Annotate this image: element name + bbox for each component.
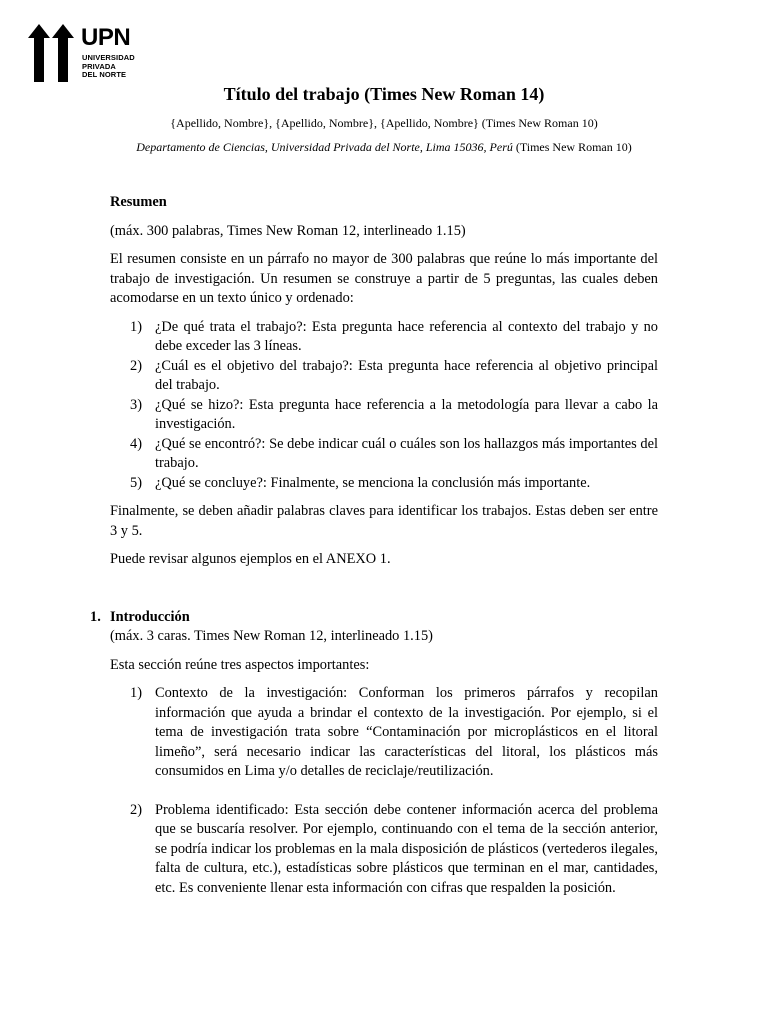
list-item bbox=[110, 396, 658, 435]
list-item bbox=[110, 474, 658, 494]
list-number: 4) bbox=[130, 435, 142, 452]
list-item bbox=[110, 801, 658, 899]
resumen-question-list bbox=[110, 318, 658, 494]
paper-title: Título del trabajo (Times New Roman 14) bbox=[223, 84, 545, 104]
logo-line-1: UNIVERSIDAD bbox=[82, 53, 135, 62]
list-item bbox=[110, 435, 658, 474]
resumen-spec: (máx. 300 palabras, Times New Roman 12, interlineado 1.15) bbox=[110, 222, 466, 239]
list-text: Contexto de la investigación: Conforman los primeros párrafos y recopilan información que ayuda a brindar el contexto de la investigación. Por ejemplo, si el tema de investigación trata sobre “Contaminación por microplásticos en el litoral limeño”, será necesario indicar las características del litoral, los plásticos más consumidos en Lima y/o detalles de reciclaje/reutilización. bbox=[155, 685, 658, 779]
list-number: 2) bbox=[130, 801, 142, 818]
resumen-heading: Resumen bbox=[110, 194, 167, 210]
logo-line-2: PRIVADA bbox=[82, 61, 116, 71]
list-number: 3) bbox=[130, 396, 142, 413]
resumen-annex-note: Puede revisar algunos ejemplos en el ANEXO 1. bbox=[110, 551, 391, 567]
intro-lead: Esta sección reúne tres aspectos importantes: bbox=[110, 656, 370, 673]
list-text: Problema identificado: Esta sección debe contener información acerca del problema que se buscaría resolver. Por ejemplo, continuando con el tema de la sección anterior, se podría indicar los problemas en la mala disposición de plásticos (vertederos ilegales, falta de cultura, etc.), estadísticas sobre plásticos que terminan en el mar, cantidades, etc. Es conveniente llenar esta información con cifras que respalden la posición. bbox=[155, 801, 658, 896]
list-text: ¿Qué se encontró?: Se debe indicar cuál o cuáles son los hallazgos más importantes del trabajo. bbox=[155, 435, 658, 471]
logo-line-3: DEL NORTE bbox=[82, 70, 127, 79]
upn-logo bbox=[28, 24, 140, 86]
intro-aspect-list bbox=[110, 684, 658, 898]
list-item bbox=[110, 684, 658, 782]
affiliation-note: (Times New Roman 10) bbox=[512, 140, 632, 154]
list-number: 1) bbox=[130, 318, 142, 335]
author-list: {Apellido, Nombre}, {Apellido, Nombre}, {Apellido, Nombre} (Times New Roman 10) bbox=[170, 116, 598, 130]
list-item bbox=[110, 357, 658, 396]
logo-brand: UPN bbox=[81, 24, 131, 51]
list-number: 2) bbox=[130, 357, 142, 374]
document-body bbox=[90, 193, 658, 898]
list-number: 1) bbox=[130, 685, 142, 701]
intro-heading: Introducción bbox=[110, 608, 190, 625]
list-text: ¿Qué se concluye?: Finalmente, se menciona la conclusión más importante. bbox=[155, 474, 591, 491]
resumen-keywords-note: Finalmente, se deben añadir palabras claves para identificar los trabajos. Estas deben ser entre 3 y 5. bbox=[110, 503, 658, 539]
intro-section-number: 1. bbox=[90, 608, 101, 625]
intro-spec: (máx. 3 caras. Times New Roman 12, interlineado 1.15) bbox=[110, 628, 433, 644]
logo-subtitle bbox=[82, 54, 135, 80]
list-item bbox=[110, 318, 658, 357]
intro-section-header bbox=[90, 608, 658, 647]
list-text: ¿Qué se hizo?: Esta pregunta hace referencia a la metodología para llevar a cabo la investigación. bbox=[155, 396, 658, 432]
list-text: ¿De qué trata el trabajo?: Esta pregunta hace referencia al contexto del trabajo y no debe exceder las 3 líneas. bbox=[155, 318, 658, 354]
list-text: ¿Cuál es el objetivo del trabajo?: Esta pregunta hace referencia al objetivo principal del trabajo. bbox=[155, 357, 658, 393]
affiliation bbox=[0, 140, 768, 155]
list-number: 5) bbox=[130, 474, 142, 491]
resumen-intro: El resumen consiste en un párrafo no mayor de 300 palabras que reúne lo más importante del trabajo de investigación. Un resumen se construye a partir de 5 preguntas, las cuales deben acomodarse en un texto único y ordenado: bbox=[110, 251, 658, 306]
affiliation-institution: Departamento de Ciencias, Universidad Privada del Norte, Lima 15036, Perú bbox=[136, 140, 513, 154]
upn-arrows-icon bbox=[28, 24, 78, 82]
